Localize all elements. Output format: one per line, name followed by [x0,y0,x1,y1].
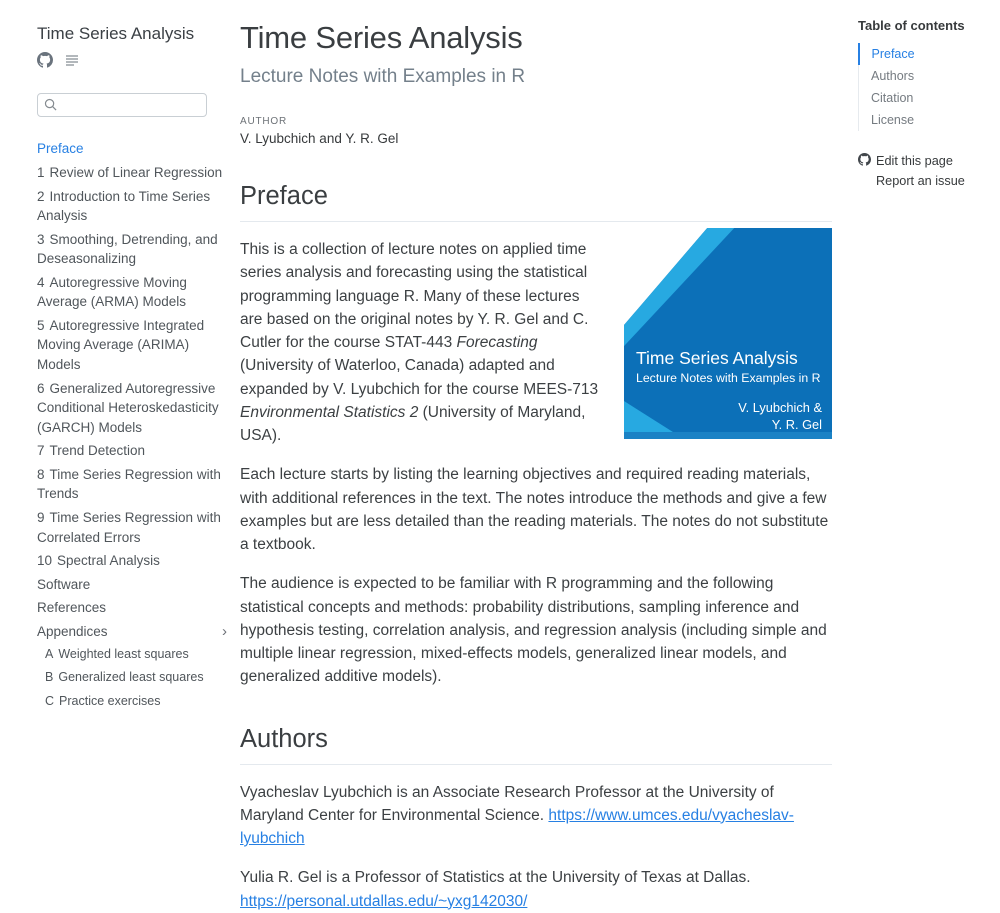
sidebar-item[interactable]: References [37,598,223,618]
author-name: V. Lyubchich and Y. R. Gel [240,131,832,146]
sidebar-item[interactable]: Software [37,575,223,595]
sidebar-item[interactable]: 3 Smoothing, Detrending, and Deseasonalizing [37,230,223,269]
sidebar-item[interactable]: B Generalized least squares [45,668,223,686]
preface-paragraph-3: The audience is expected to be familiar with R programming and the following statistical concepts and methods: probability distributions, sampling inference and hypothesis testing, correlation analysis, and regression analysis (including simple and multiple linear regression, mixed-effects models, generalized linear models, and generalized additive models). [240,572,832,688]
cover-authors: V. Lyubchich & Y. R. Gel [636,399,822,434]
chevron-right-icon[interactable]: › [222,622,227,642]
sidebar-item[interactable]: Appendices › [37,622,223,642]
sidebar-item[interactable]: 1 Review of Linear Regression [37,163,223,183]
sidebar-item[interactable]: 7 Trend Detection [37,441,223,461]
sidebar-item[interactable]: C Practice exercises [45,692,223,710]
sidebar-item[interactable]: A Weighted least squares [45,645,223,663]
toc-item[interactable]: Preface [858,43,1000,65]
sidebar-item[interactable]: 9 Time Series Regression with Correlated Errors [37,508,223,547]
toc-item[interactable]: Authors [859,65,1000,87]
toc-item[interactable]: Citation [859,87,1000,109]
toc-list [858,43,1000,131]
toc-heading: Table of contents [858,18,1000,33]
sidebar-item[interactable]: 8 Time Series Regression with Trends [37,465,223,504]
report-an-issue-link[interactable] [858,174,1000,188]
search-input[interactable] [37,93,207,117]
sidebar-item[interactable]: Preface [37,139,223,159]
sidebar-item[interactable]: 10 Spectral Analysis [37,551,223,571]
preface-paragraph-2: Each lecture starts by listing the learning objectives and required reading materials, with additional references in the text. The notes introduce the methods and give a few examples but are less detailed than the reading materials. The notes do not substitute a textbook. [240,463,832,556]
sidebar-nav [37,139,223,709]
umces-link[interactable]: https://www.umces.edu/vyacheslav-lyubchich [240,807,794,847]
sidebar-item[interactable]: 5 Autoregressive Integrated Moving Average (ARIMA) Models [37,316,223,375]
author-bio-1: Vyacheslav Lyubchich is an Associate Research Professor at the University of Maryland Center for Environmental Science. https://www.umces.edu/vyacheslav-lyubchich [240,781,832,851]
toc-item[interactable]: License [859,109,1000,131]
sidebar-item[interactable]: 2 Introduction to Time Series Analysis [37,187,223,226]
edit-this-page-label: Edit this page [876,154,953,168]
main-content [240,0,832,913]
github-icon[interactable] [37,52,53,68]
sidebar-item[interactable]: 4 Autoregressive Moving Average (ARMA) Models [37,273,223,312]
notes-icon[interactable] [65,53,79,67]
page-subtitle: Lecture Notes with Examples in R [240,66,832,88]
utdallas-link[interactable]: https://personal.utdallas.edu/~yxg142030/ [240,893,527,910]
table-of-contents [832,0,1000,913]
edit-this-page-link[interactable] [858,153,1000,169]
cover-title: Time Series Analysis [636,348,822,368]
sidebar-book-title[interactable]: Time Series Analysis [37,24,223,44]
authors-heading: Authors [240,725,832,765]
preface-paragraph-1: This is a collection of lecture notes on applied time series analysis and forecasting using the statistical programming language R. Many of these lectures are based on the original notes by Y. R. Gel and C. Cutler for the course STAT-443 Forecasting (University of Waterloo, Canada) adapted and expanded by V. Lyubchich for the course MEES-713 Environmental Statistics 2 (University of Maryland, USA). [240,238,832,447]
search-icon [44,98,57,116]
cover-subtitle: Lecture Notes with Examples in R [636,371,822,385]
github-icon [858,153,871,169]
page-title: Time Series Analysis [240,20,832,56]
sidebar [0,0,240,913]
author-label: AUTHOR [240,116,832,127]
book-cover [624,228,832,439]
sidebar-item[interactable]: 6 Generalized Autoregressive Conditional Heteroskedasticity (GARCH) Models [37,379,223,438]
report-an-issue-label: Report an issue [876,174,965,188]
author-bio-2: Yulia R. Gel is a Professor of Statistics at the University of Texas at Dallas. https://personal.utdallas.edu/~yxg142030/ [240,866,832,913]
preface-heading: Preface [240,182,832,222]
